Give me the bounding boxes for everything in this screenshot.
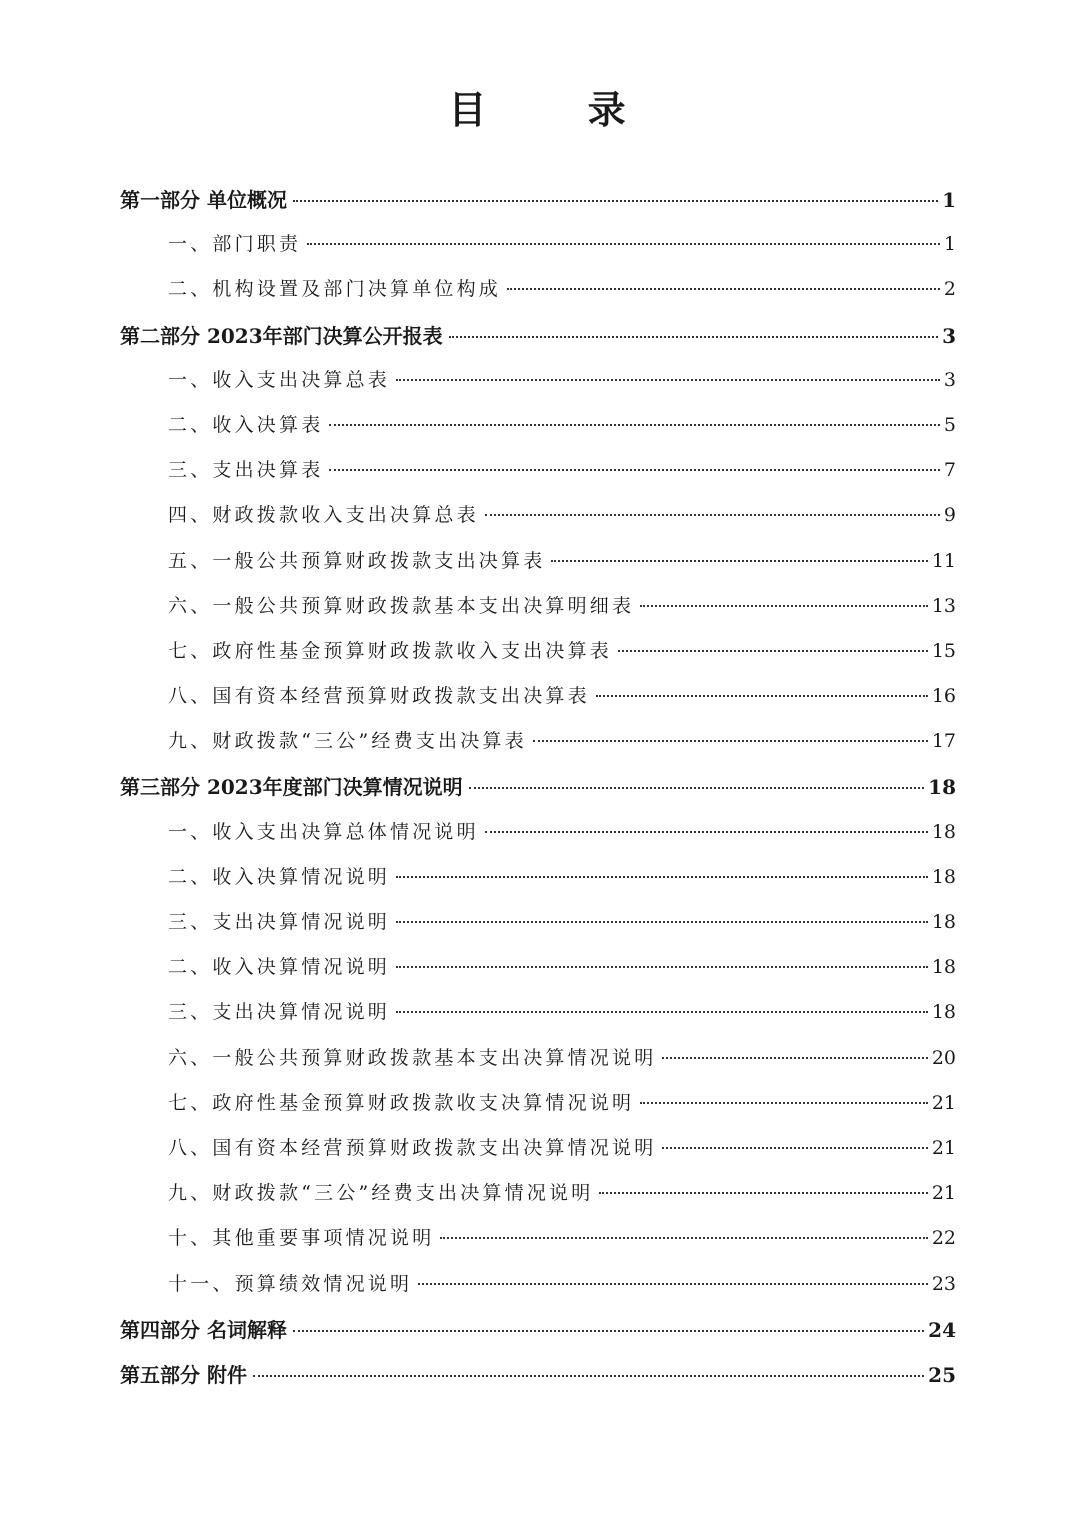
page-title: 目 录	[448, 87, 670, 132]
toc-page-number: 9	[943, 504, 956, 527]
toc-dot-leader	[396, 379, 940, 381]
toc-entry-label: 六、一般公共预算财政拨款基本支出决算明细表	[168, 594, 635, 617]
toc-entry-label: 十、其他重要事项情况说明	[168, 1227, 435, 1250]
toc-dot-leader	[329, 469, 940, 471]
toc-page-number: 18	[931, 820, 956, 843]
toc-dot-leader	[329, 424, 940, 426]
toc-subsection-entry[interactable]	[120, 1178, 956, 1223]
toc-dot-leader	[396, 876, 928, 878]
toc-entry-label: 第二部分 2023年部门决算公开报表	[120, 323, 443, 348]
toc-subsection-entry[interactable]	[120, 229, 956, 274]
toc-dot-leader	[449, 336, 938, 338]
toc-section-entry[interactable]	[120, 1314, 956, 1359]
toc-section-entry[interactable]	[120, 184, 956, 229]
toc-subsection-entry[interactable]	[120, 500, 956, 545]
toc-section-entry[interactable]	[120, 320, 956, 365]
toc-page-number: 5	[943, 413, 956, 436]
toc-subsection-entry[interactable]	[120, 365, 956, 410]
toc-page-number: 18	[931, 1001, 956, 1024]
toc-dot-leader	[596, 695, 928, 697]
toc-subsection-entry[interactable]	[120, 681, 956, 726]
toc-page-number: 18	[931, 911, 956, 933]
toc-subsection-entry[interactable]	[120, 591, 956, 636]
toc-entry-label: 七、政府性基金预算财政拨款收支决算情况说明	[168, 1091, 635, 1114]
toc-entry-label: 九、财政拨款“三公”经费支出决算情况说明	[168, 1182, 594, 1205]
toc-dot-leader	[396, 921, 928, 923]
toc-subsection-entry[interactable]	[120, 952, 956, 997]
toc-dot-leader	[293, 1330, 924, 1332]
toc-entry-label: 一、部门职责	[168, 233, 302, 256]
toc-page-number: 15	[931, 639, 956, 662]
toc-subsection-entry[interactable]	[120, 907, 956, 952]
toc-dot-leader	[485, 831, 928, 833]
toc-entry-label: 一、收入支出决算总表	[168, 368, 391, 391]
toc-dot-leader	[599, 1192, 927, 1194]
table-of-contents	[120, 184, 956, 1404]
toc-entry-label: 八、国有资本经营预算财政拨款支出决算情况说明	[168, 1136, 657, 1159]
toc-dot-leader	[440, 1237, 927, 1239]
toc-page-number: 18	[931, 865, 956, 888]
toc-page-number: 3	[943, 368, 956, 391]
toc-page-number: 13	[931, 594, 956, 617]
toc-dot-leader	[253, 1375, 924, 1377]
toc-dot-leader	[640, 1102, 928, 1104]
toc-entry-label: 二、机构设置及部门决算单位构成	[168, 278, 502, 301]
toc-page-number: 2	[943, 278, 956, 301]
toc-entry-label: 九、财政拨款“三公”经费支出决算表	[168, 730, 527, 753]
toc-subsection-entry[interactable]	[120, 636, 956, 681]
toc-entry-label: 四、财政拨款收入支出决算总表	[168, 504, 479, 527]
toc-page-number: 25	[928, 1362, 956, 1387]
toc-subsection-entry[interactable]	[120, 1223, 956, 1268]
toc-page-number: 3	[942, 323, 956, 348]
toc-dot-leader	[293, 200, 938, 202]
toc-entry-label: 五、一般公共预算财政拨款支出决算表	[168, 549, 546, 572]
toc-entry-label: 七、政府性基金预算财政拨款收入支出决算表	[168, 639, 613, 662]
toc-entry-label: 第三部分 2023年度部门决算情况说明	[120, 775, 463, 800]
toc-entry-label: 第四部分 名词解释	[120, 1317, 287, 1342]
toc-subsection-entry[interactable]	[120, 546, 956, 591]
toc-page-number: 21	[931, 1091, 956, 1114]
toc-page-number: 24	[928, 1317, 956, 1342]
toc-page-number: 21	[931, 1136, 956, 1159]
toc-subsection-entry[interactable]	[120, 455, 956, 500]
toc-entry-label: 六、一般公共预算财政拨款基本支出决算情况说明	[168, 1046, 657, 1069]
toc-entry-label: 二、收入决算表	[168, 413, 324, 436]
toc-subsection-entry[interactable]	[120, 1269, 956, 1314]
toc-page-number: 18	[928, 775, 956, 800]
toc-subsection-entry[interactable]	[120, 817, 956, 862]
toc-subsection-entry[interactable]	[120, 862, 956, 907]
toc-entry-label: 十一、预算绩效情况说明	[168, 1272, 413, 1295]
toc-subsection-entry[interactable]	[120, 1133, 956, 1178]
toc-dot-leader	[662, 1147, 927, 1149]
toc-dot-leader	[418, 1283, 928, 1285]
toc-subsection-entry[interactable]	[120, 726, 956, 771]
toc-dot-leader	[662, 1057, 927, 1059]
toc-subsection-entry[interactable]	[120, 1088, 956, 1133]
toc-dot-leader	[507, 288, 940, 290]
toc-subsection-entry[interactable]	[120, 274, 956, 319]
toc-dot-leader	[396, 966, 928, 968]
toc-page-number: 16	[931, 685, 956, 708]
toc-entry-label: 一、收入支出决算总体情况说明	[168, 820, 479, 843]
toc-page-number: 17	[931, 730, 956, 753]
toc-page-number: 18	[931, 956, 956, 979]
toc-section-entry[interactable]	[120, 1359, 956, 1404]
toc-dot-leader	[469, 787, 925, 789]
toc-entry-label: 第一部分 单位概况	[120, 188, 287, 212]
toc-entry-label: 三、支出决算情况说明	[168, 1001, 391, 1024]
toc-dot-leader	[485, 514, 940, 516]
toc-page-number: 7	[943, 459, 956, 482]
toc-page-number: 1	[942, 188, 956, 212]
toc-dot-leader	[533, 740, 928, 742]
toc-page-number: 22	[931, 1227, 956, 1250]
toc-section-entry[interactable]	[120, 771, 956, 816]
toc-page-number: 20	[931, 1046, 956, 1069]
toc-dot-leader	[396, 1011, 928, 1013]
toc-subsection-entry[interactable]	[120, 1043, 956, 1088]
toc-dot-leader	[640, 605, 928, 607]
toc-dot-leader	[618, 650, 928, 652]
toc-subsection-entry[interactable]	[120, 997, 956, 1042]
toc-page-number: 23	[931, 1272, 956, 1295]
toc-entry-label: 三、支出决算情况说明	[168, 911, 391, 933]
toc-entry-label: 第五部分 附件	[120, 1362, 247, 1387]
toc-subsection-entry[interactable]	[120, 410, 956, 455]
toc-entry-label: 二、收入决算情况说明	[168, 956, 391, 979]
toc-page-number: 11	[931, 549, 956, 572]
toc-page-number: 21	[931, 1182, 956, 1205]
toc-dot-leader	[307, 243, 940, 245]
toc-entry-label: 八、国有资本经营预算财政拨款支出决算表	[168, 685, 590, 708]
toc-dot-leader	[551, 560, 927, 562]
toc-entry-label: 三、支出决算表	[168, 459, 324, 482]
toc-page-number: 1	[943, 233, 956, 256]
toc-entry-label: 二、收入决算情况说明	[168, 865, 391, 888]
